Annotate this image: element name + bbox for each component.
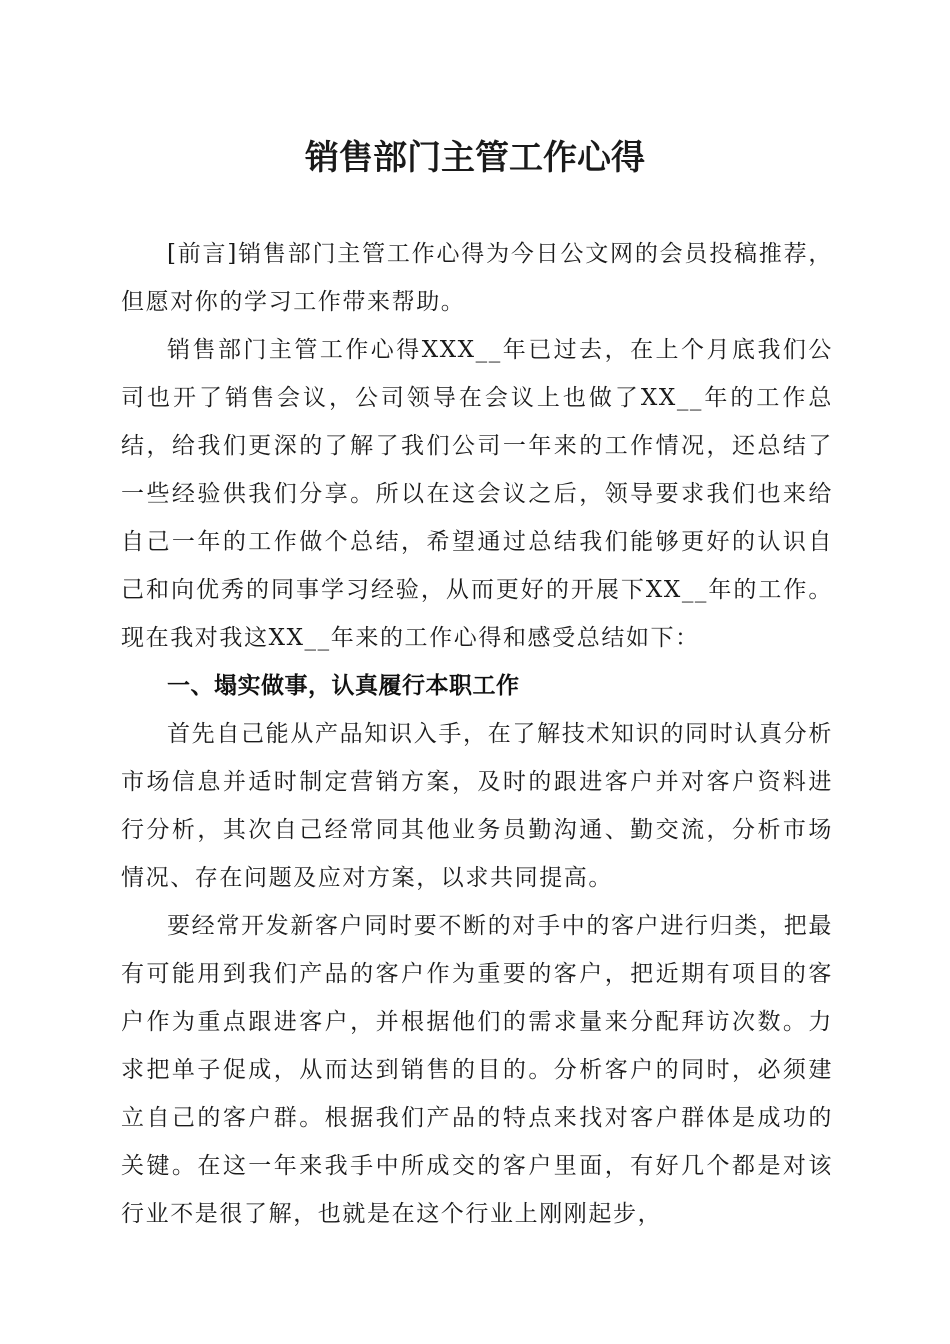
document-title: 销售部门主管工作心得	[305, 138, 645, 178]
body-paragraph: 要经常开发新客户同时要不断的对手中的客户进行归类，把最有可能用到我们产品的客户作为重要的客户，把近期有项目的客户作为重点跟进客户，并根据他们的需求量来分配拜访次数。力求把单子促成，从而达到销售的目的。分析客户的同时，必须建立自己的客户群。根据我们产品的特点来找对客户群体是成功的关键。在这一年来我手中所成交的客户里面，有好几个都是对该行业不是很了解，也就是在这个行业上刚刚起步，	[121, 913, 833, 1227]
preface-paragraph: [前言]销售部门主管工作心得为今日公文网的会员投稿推荐，但愿对你的学习工作带来帮助。	[121, 241, 833, 315]
intro-paragraph: 销售部门主管工作心得XXX__年已过去，在上个月底我们公司也开了销售会议，公司领导在会议上也做了XX__年的工作总结，给我们更深的了解了我们公司一年来的工作情况，还总结了一些经验供我们分享。所以在这会议之后，领导要求我们也来给自己一年的工作做个总结，希望通过总结我们能够更好的认识自己和向优秀的同事学习经验，从而更好的开展下XX__年的工作。现在我对我这XX__年来的工作心得和感受总结如下：	[121, 337, 833, 651]
body-paragraph: 首先自己能从产品知识入手，在了解技术知识的同时认真分析市场信息并适时制定营销方案，及时的跟进客户并对客户资料进行分析，其次自己经常同其他业务员勤沟通、勤交流，分析市场情况、存在问题及应对方案，以求共同提高。	[121, 721, 833, 891]
document-body	[121, 230, 833, 1238]
section-heading: 一、塌实做事，认真履行本职工作	[167, 673, 520, 699]
